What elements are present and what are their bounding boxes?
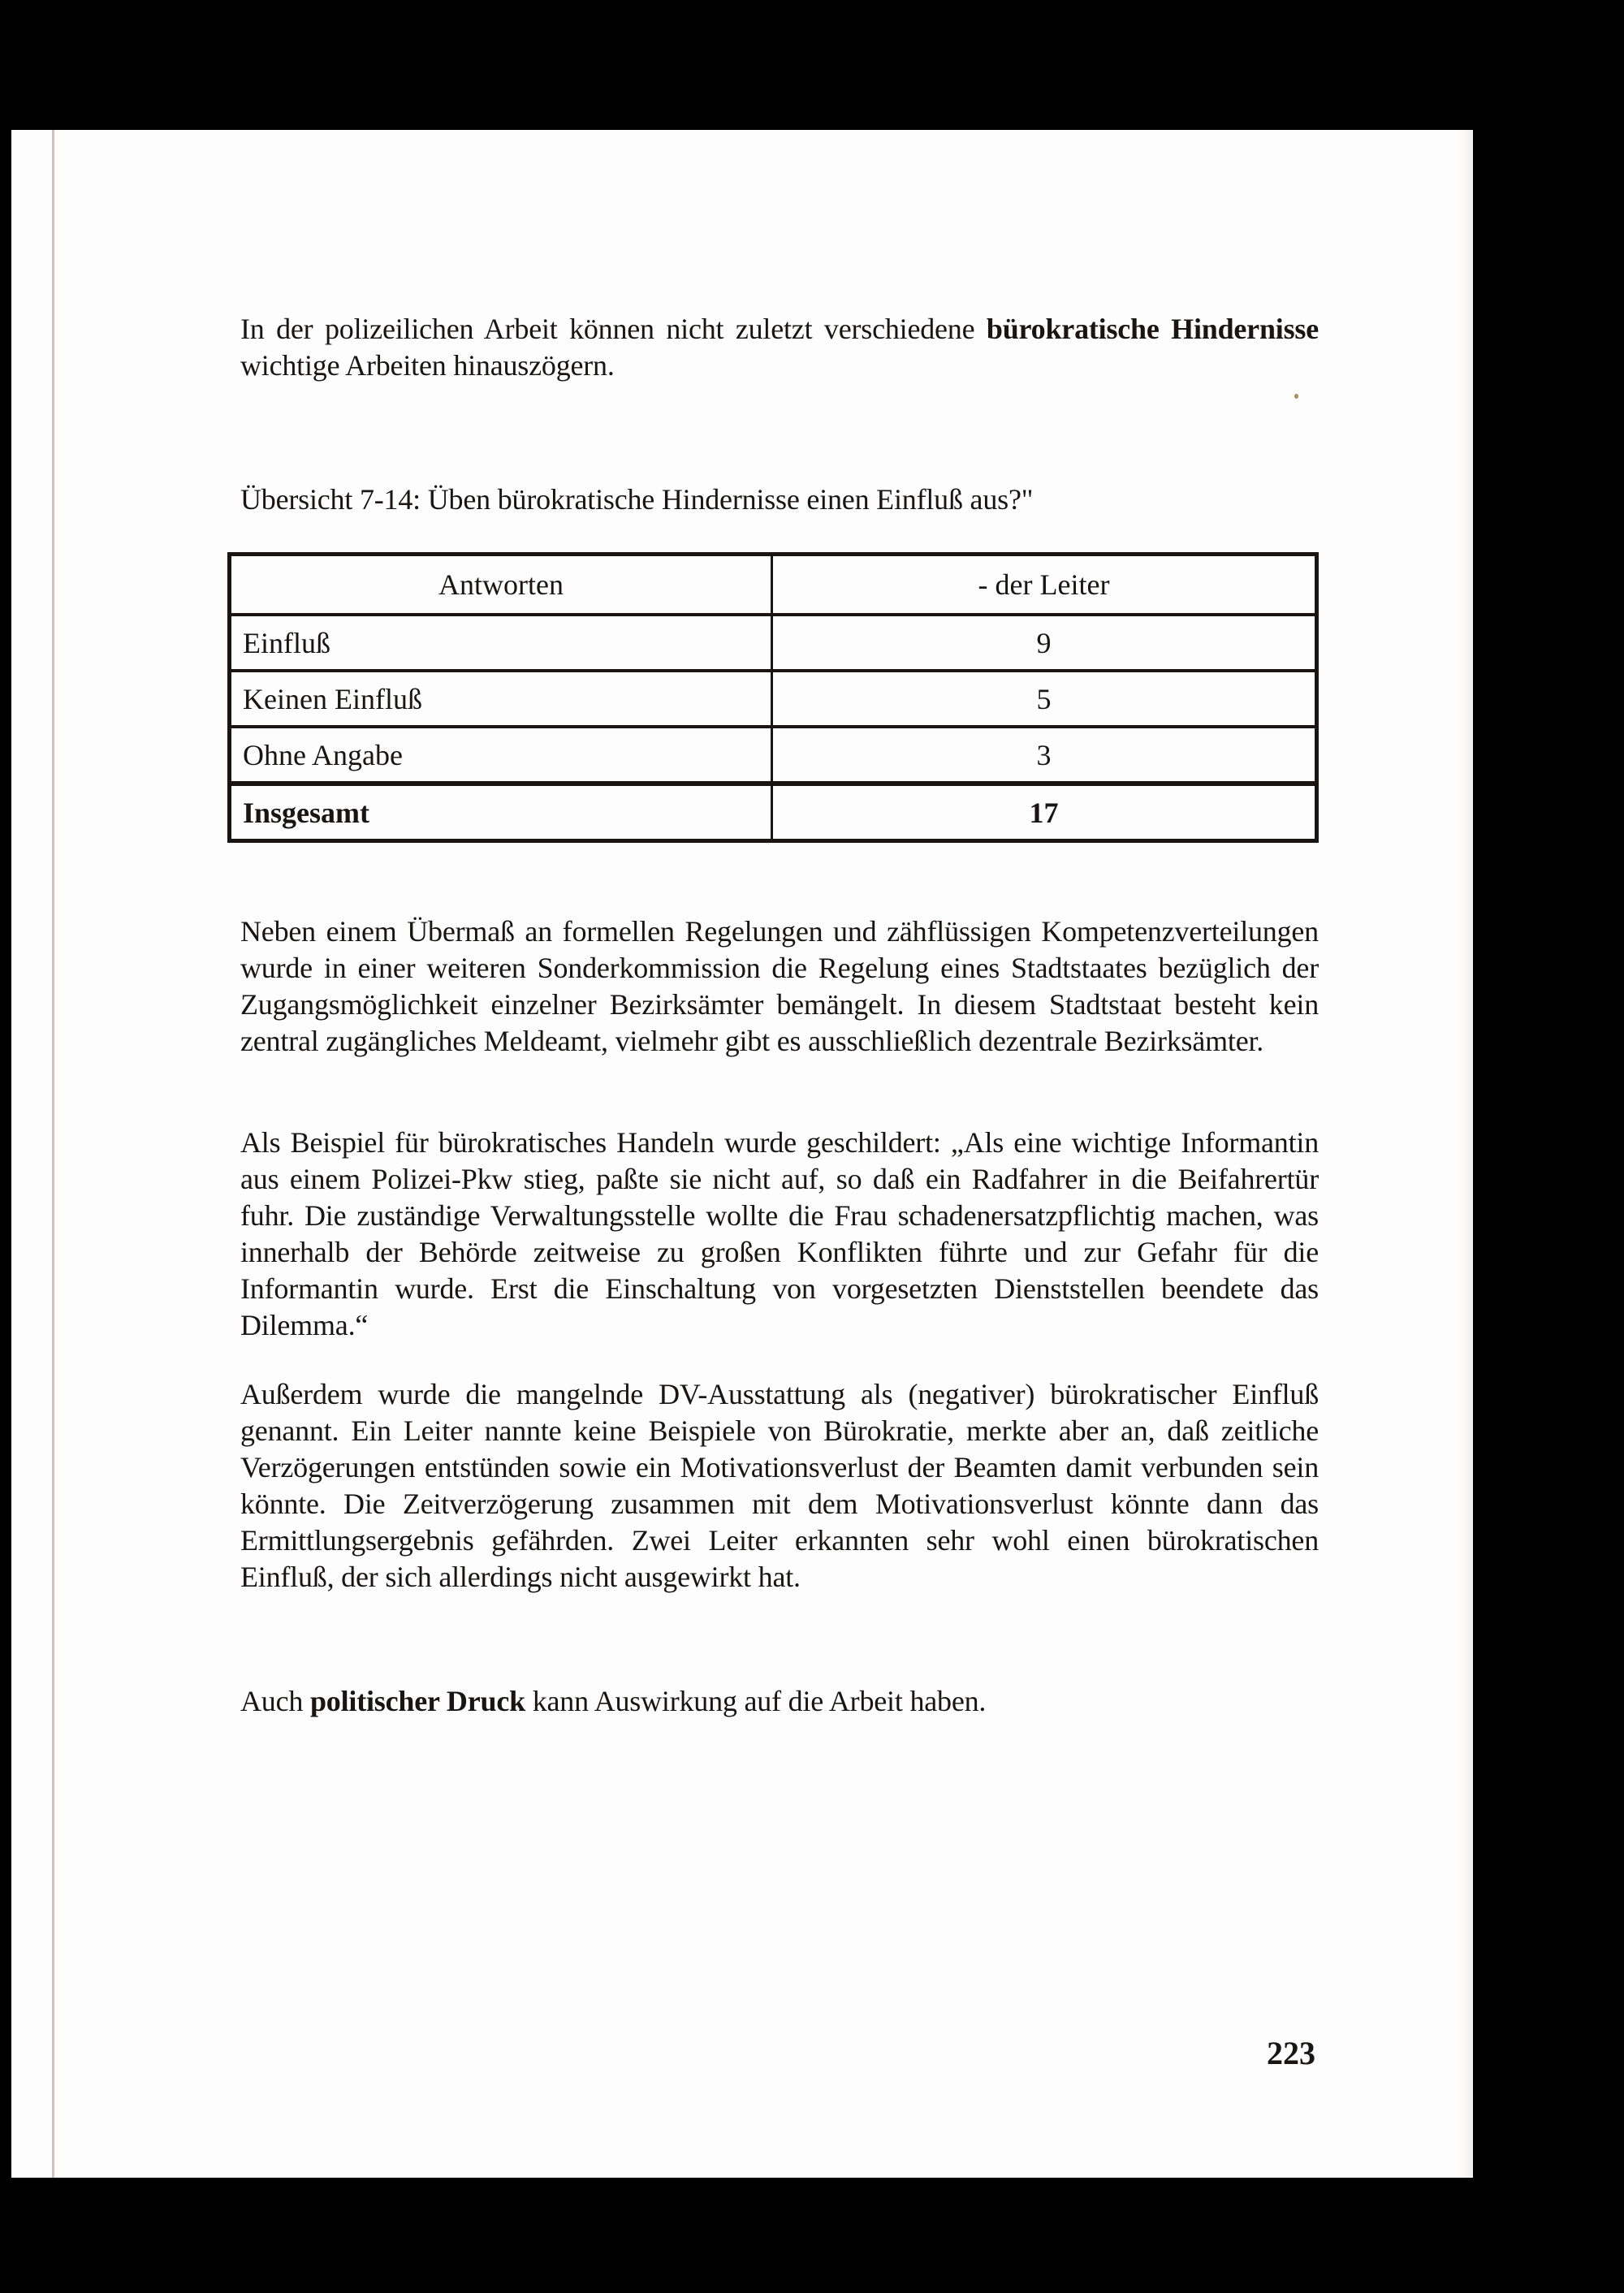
closing-text-after: kann Auswirkung auf die Arbeit haben.: [525, 1685, 987, 1717]
table-caption: Übersicht 7-14: Üben bürokratische Hindernisse einen Einfluß aus?": [240, 483, 1034, 516]
book-page: [11, 130, 1473, 2178]
total-label: Insgesamt: [230, 784, 772, 841]
column-header-answers: Antworten: [230, 555, 772, 615]
body-paragraph: Als Beispiel für bürokratisches Handeln wurde geschildert: „Als eine wichtige Informantin aus einem Polizei-Pkw stieg, paßte sie nicht auf, so daß ein Radfahrer in die Beifahrertür fuhr. Die zuständige Verwaltungsstelle wollte die Frau schadenersatzpflichtig machen, was innerhalb der Behörde zeitweise zu großen Konflikten führte und zur Gefahr für die Informantin wurde. Erst die Einschaltung von vorgesetzten Dienststellen beendete das Dilemma.“: [240, 1126, 1319, 1341]
overview-table-container: [227, 552, 1319, 843]
paper-speck: [1294, 394, 1298, 399]
row-label: Einfluß: [230, 615, 772, 671]
overview-table: [227, 552, 1319, 843]
column-header-leaders: - der Leiter: [772, 555, 1317, 615]
total-value: 17: [772, 784, 1317, 841]
row-value: 3: [772, 727, 1317, 784]
binding-gutter-line: [52, 130, 54, 2178]
closing-paragraph: [240, 1683, 1319, 1720]
row-value: 5: [772, 671, 1317, 727]
table-total-row: [230, 784, 1317, 841]
table-row: [230, 615, 1317, 671]
body-paragraph: Neben einem Übermaß an formellen Regelungen und zähflüssigen Kompetenzverteilungen wurde in einer weiteren Sonderkommission die Regelung eines Stadtstaates bezüglich der Zugangsmöglichkeit einzelner Bezirksämter bemängelt. In diesem Stadtstaat besteht kein zentral zugängliches Meldeamt, vielmehr gibt es ausschließlich dezentrale Bezirksämter.: [240, 915, 1319, 1057]
intro-text-after: wichtige Arbeiten hinauszögern.: [240, 349, 615, 382]
page-number: 223: [1267, 2035, 1315, 2071]
closing-bold-term: politischer Druck: [309, 1685, 525, 1717]
intro-paragraph: [240, 311, 1319, 384]
body-paragraph: Außerdem wurde die mangelnde DV-Ausstattung als (negativer) bürokratischer Einfluß genannt. Ein Leiter nannte keine Beispiele von Bürokratie, merkte aber an, daß zeitliche Verzögerungen entstünden sowie ein Motivationsverlust der Beamten damit verbunden sein könnte. Die Zeitverzögerung zusammen mit dem Motivationsverlust könnte dann das Ermittlungsergebnis gefährden. Zwei Leiter erkannten sehr wohl einen bürokratischen Einfluß, der sich allerdings nicht ausgewirkt hat.: [240, 1378, 1319, 1593]
table-row: [230, 727, 1317, 784]
row-label: Ohne Angabe: [230, 727, 772, 784]
table-header-row: [230, 555, 1317, 615]
row-label: Keinen Einfluß: [230, 671, 772, 727]
closing-text-before: Auch: [240, 1685, 310, 1717]
intro-bold-term: bürokratische Hindernisse: [986, 313, 1319, 345]
row-value: 9: [772, 615, 1317, 671]
intro-text-before: In der polizeilichen Arbeit können nicht zuletzt verschiedene: [240, 313, 987, 345]
table-row: [230, 671, 1317, 727]
page-edge: [1458, 130, 1473, 2178]
